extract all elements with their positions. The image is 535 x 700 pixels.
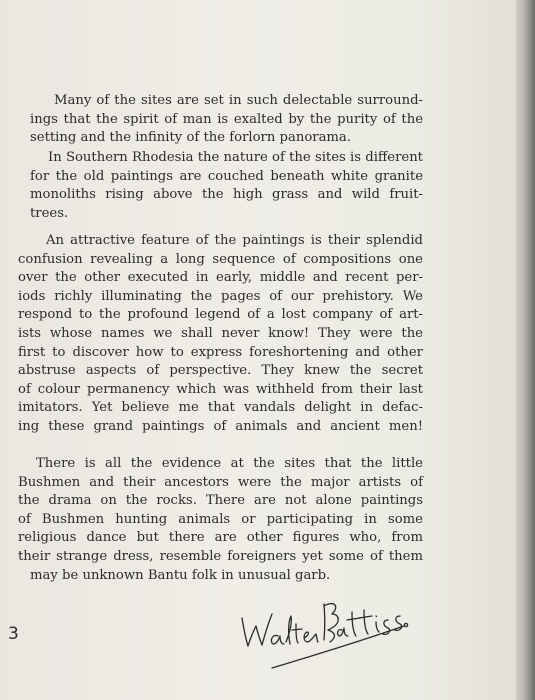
signature-image bbox=[228, 590, 428, 680]
text-line: imitators. Yet believe me that vandals delight in defac- bbox=[18, 400, 423, 416]
text-line: Many of the sites are set in such delectable surround- bbox=[54, 93, 423, 108]
text-line: ing these grand paintings of animals and ancient men! bbox=[18, 418, 423, 434]
text-line: trees. bbox=[30, 205, 69, 221]
paragraph-3 bbox=[12, 232, 423, 437]
text-line: ings that the spirit of man is exalted by the purity of the bbox=[30, 111, 423, 127]
text-line: their strange dress, resemble foreigners yet some of them bbox=[18, 548, 423, 564]
text-line: ists whose names we shall never know! They were the bbox=[18, 325, 423, 341]
page-number: 3 bbox=[8, 624, 19, 644]
text-line: abstruse aspects of perspective. They knew the secret bbox=[18, 363, 423, 379]
text-line: respond to the profound legend of a lost company of art- bbox=[18, 307, 423, 323]
text-line: first to discover how to express foreshortening and other bbox=[18, 344, 423, 360]
text-line: setting and the infinity of the forlorn panorama. bbox=[30, 130, 351, 146]
text-line: confusion revealing a long sequence of compositions one bbox=[18, 251, 423, 267]
text-line: In Southern Rhodesia the nature of the sites is different bbox=[48, 150, 423, 165]
text-line: of Bushmen hunting animals or participating in some bbox=[18, 511, 423, 527]
text-line: religious dance but there are other figures who, from bbox=[18, 530, 423, 546]
paragraph-1 bbox=[12, 92, 423, 148]
text-line: An attractive feature of the paintings is their splendid bbox=[46, 233, 423, 248]
text-line: iods richly illuminating the pages of our prehistory. We bbox=[18, 288, 423, 304]
paragraph-4 bbox=[12, 455, 423, 585]
paragraph-2 bbox=[12, 149, 423, 223]
text-line: for the old paintings are couched beneath white granite bbox=[30, 168, 423, 184]
text-line: monoliths rising above the high grass and wild fruit- bbox=[30, 187, 423, 203]
text-line: There is all the evidence at the sites that the little bbox=[36, 456, 423, 471]
page-edge-shadow bbox=[516, 0, 535, 700]
text-line: over the other executed in early, middle and recent per- bbox=[18, 270, 423, 286]
text-line: of colour permanency which was withheld from their last bbox=[18, 381, 423, 397]
text-line: the drama on the rocks. There are not alone paintings bbox=[18, 493, 423, 509]
text-line: may be unknown Bantu folk in unusual garb. bbox=[30, 567, 331, 583]
text-line: Bushmen and their ancestors were the major artists of bbox=[18, 474, 423, 490]
